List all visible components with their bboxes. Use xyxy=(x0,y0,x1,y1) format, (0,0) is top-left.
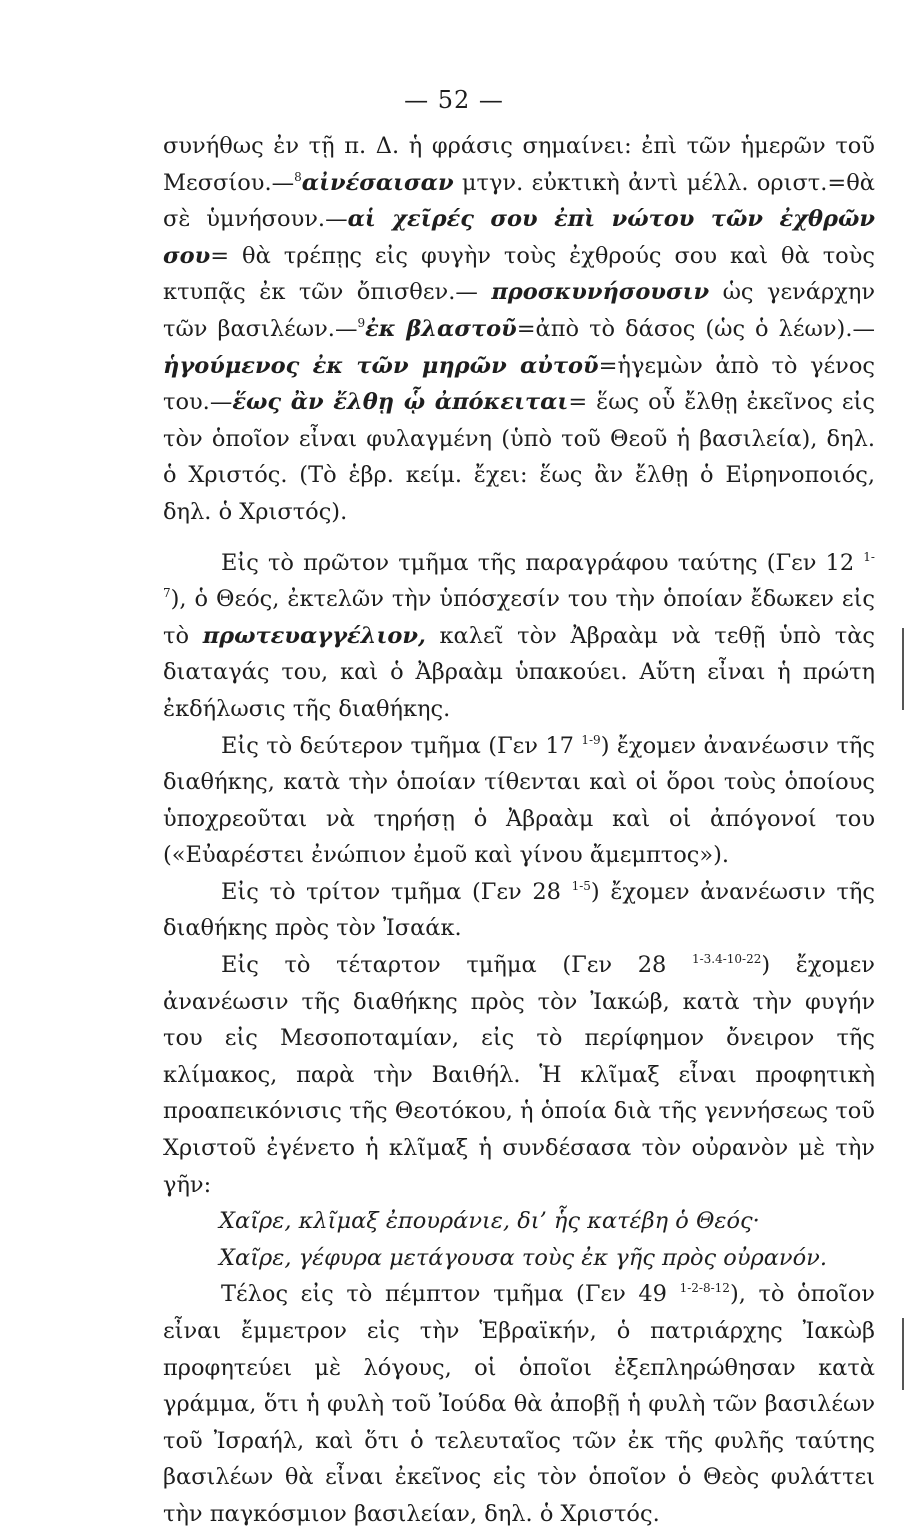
paragraph-text: Εἰς τὸ τρίτον τμῆμα (Γεν 28 xyxy=(221,878,572,905)
note-text: =ἡγεμὼν ἀπὸ τὸ γένος του.— xyxy=(163,352,875,416)
note-text: =ἀπὸ τὸ δάσος (ὡς ὁ λέων).— xyxy=(516,315,875,342)
paragraph-fifth-section xyxy=(163,1276,875,1532)
emphasized-term: πρωτευαγγέλιον, xyxy=(202,622,426,649)
hymn-line-1: Χαῖρε, κλῖμαξ ἐπουράνιε, δι’ ἧς κατέβη ὁ Θεός· xyxy=(219,1208,760,1235)
paragraph-text: ), τὸ ὁποῖον εἶναι ἔμμετρον εἰς τὴν Ἑβραϊκήν, ὁ πατριάρχης Ἰακὼβ προφητεύει μὲ λόγους, οἱ ὁποῖοι ἐξεπληρώθησαν κατὰ γράμμα, ὅτι ἡ φυλὴ τοῦ Ἰούδα θὰ ἀποβῇ ἡ φυλὴ τῶν βασιλέων τοῦ Ἰσραήλ, καὶ ὅτι ὁ τελευταῖος τῶν ἐκ τῆς φυλῆς ταύτης βασιλέων θὰ εἶναι ἐκεῖνος εἰς τὸν ὁποῖον ὁ Θεὸς φυλάττει τὴν παγκόσμιον βασιλείαν, δηλ. ὁ Χριστός. xyxy=(163,1281,875,1527)
note-term: ἕως ἂν ἔλθῃ ᾧ ἀπόκειται xyxy=(232,389,569,416)
paragraph-second-section xyxy=(163,728,875,874)
verse-reference: 1-5 xyxy=(571,878,591,893)
note-term: ἐκ βλαστοῦ xyxy=(365,315,517,342)
notes-paragraph xyxy=(163,128,875,531)
note-term: προσκυνήσουσιν xyxy=(491,279,710,306)
paragraph-text: Εἰς τὸ δεύτερον τμῆμα (Γεν 17 xyxy=(221,732,582,759)
paragraph-text: καλεῖ τὸν Ἀβραὰμ νὰ τεθῇ ὑπὸ τὰς διαταγάς του, καὶ ὁ Ἀβραὰμ ὑπακούει. Αὕτη εἶναι ἡ πρώτη ἐκδήλωσις τῆς διαθήκης. xyxy=(163,622,875,722)
paragraph-text: ) ἔχομεν ἀνανέωσιν τῆς διαθήκης πρὸς τὸν Ἰακώβ, κατὰ τὴν φυγήν του εἰς Μεσοποταμίαν, εἰς τὸ περίφημον ὄνειρον τῆς κλίμακος, παρὰ τὴν Βαιθήλ. Ἡ κλῖμαξ εἶναι προφητικὴ προαπεικόνισις τῆς Θεοτόκου, ἡ ὁποία διὰ τῆς γεννήσεως τοῦ Χριστοῦ ἐγένετο ἡ κλῖμαξ ἡ συνδέσασα τὸν οὐρανὸν μὲ τὴν γῆν: xyxy=(163,952,875,1198)
page-number: — 52 — xyxy=(404,86,504,114)
note-text: = θὰ τρέπῃς εἰς φυγὴν τοὺς ἐχθρούς σου καὶ θὰ τοὺς κτυπᾷς ἐκ τῶν ὄπισθεν.— xyxy=(163,242,875,306)
paragraph-text: ), ὁ Θεός, ἐκτελῶν τὴν ὑπόσχεσίν του τὴν ὁποίαν ἔδωκεν εἰς τὸ xyxy=(163,586,875,649)
hymn-line-2: Χαῖρε, γέφυρα μετάγουσα τοὺς ἐκ γῆς πρὸς οὐρανόν. xyxy=(219,1244,827,1271)
verse-reference: 1-7 xyxy=(163,549,875,601)
paragraph-text: Εἰς τὸ τέταρτον τμῆμα (Γεν 28 xyxy=(221,952,692,979)
verse-reference: 1-9 xyxy=(581,732,601,747)
paragraph-text: ) ἔχομεν ἀνανέωσιν τῆς διαθήκης, κατὰ τὴν ὁποίαν τίθενται καὶ οἱ ὅροι τοὺς ὁποίους ὑποχρεοῦται νὰ τηρήσῃ ὁ Ἀβραὰμ καὶ οἱ ἀπόγονοί του («Εὐαρέστει ἐνώπιον ἐμοῦ καὶ γίνου ἄμεμπτος»). xyxy=(163,732,875,869)
scan-edge-mark xyxy=(902,1318,904,1390)
scan-edge-mark xyxy=(902,628,904,710)
note-number: 8 xyxy=(294,169,302,184)
note-term: αἰνέσαισαν xyxy=(301,169,454,196)
note-text: συνήθως ἐν τῇ π. Δ. ἡ φράσις σημαίνει: ἐπὶ τῶν ἡμερῶν τοῦ Μεσσίου.— xyxy=(163,133,875,196)
note-text: ὡς γενάρχην τῶν βασιλέων.— xyxy=(163,279,875,342)
paragraph-text: ) ἔχομεν ἀνανέωσιν τῆς διαθήκης πρὸς τὸν Ἰσαάκ. xyxy=(163,878,875,942)
paragraph-fourth-section xyxy=(163,947,875,1203)
verse-reference: 1-2-8-12 xyxy=(679,1281,730,1296)
note-text: μτγν. εὐκτικὴ ἀντὶ μέλλ. οριστ.=θὰ σὲ ὑμνήσουν.— xyxy=(163,169,875,233)
verse-reference: 1-3.4-10-22 xyxy=(691,952,762,967)
paragraph-first-section xyxy=(163,545,875,728)
note-term: ἡγούμενος ἐκ τῶν μηρῶν αὐτοῦ xyxy=(163,352,599,379)
paragraph-third-section xyxy=(163,874,875,947)
paragraph-text: Εἰς τὸ πρῶτον τμῆμα τῆς παραγράφου ταύτης (Γεν 12 xyxy=(221,549,864,576)
page-body xyxy=(163,128,875,1533)
note-text: = ἕως οὗ ἔλθῃ ἐκεῖνος εἰς τὸν ὁποῖον εἶναι φυλαγμένη (ὑπὸ τοῦ Θεοῦ ἡ βασιλεία), δηλ. ὁ Χριστός. (Τὸ ἑβρ. κείμ. ἔχει: ἕως ἂν ἔλθῃ ὁ Εἰρηνοποιός, δηλ. ὁ Χριστός). xyxy=(163,389,875,525)
note-term: αἱ χεῖρές σου ἐπὶ νώτου τῶν ἐχθρῶν σου xyxy=(163,206,875,269)
paragraph-text: Τέλος εἰς τὸ πέμπτον τμῆμα (Γεν 49 xyxy=(221,1281,680,1308)
note-number: 9 xyxy=(357,315,366,330)
